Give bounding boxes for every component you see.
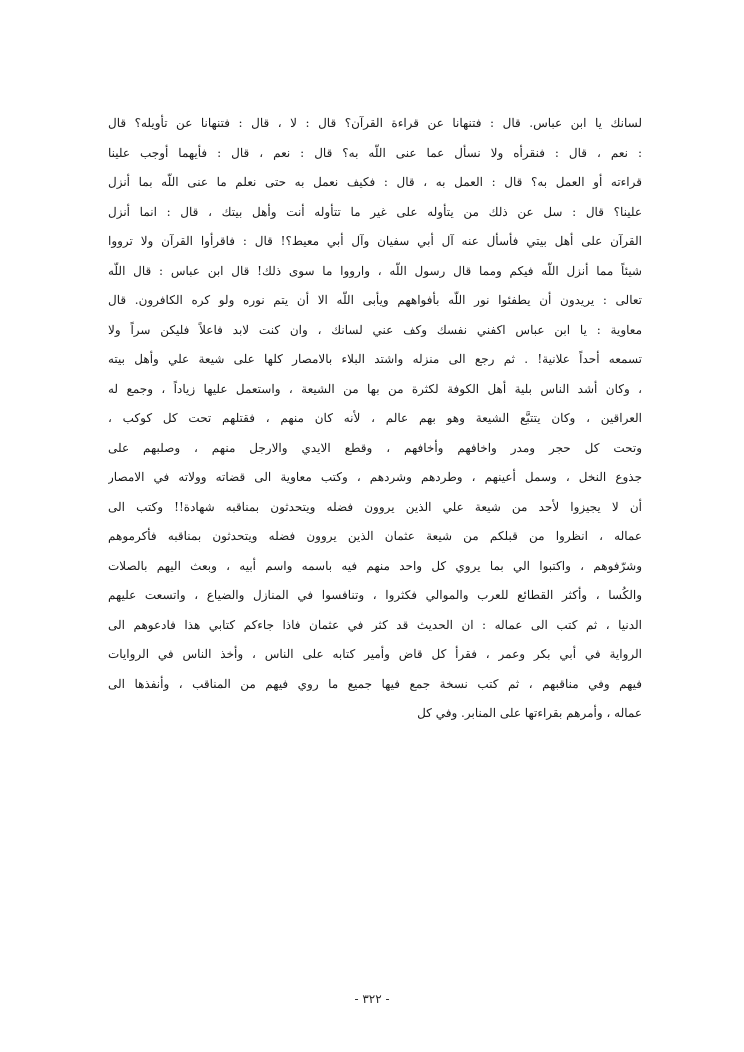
page-number: - ٣٢٢ - [354, 992, 390, 1006]
text-line: وتحت كل حجر ومدر واخافهم وأخافهم ، وقطع الايدي والارجل منهم ، وصلبهم على [108, 440, 642, 455]
text-line: أن لا يجيزوا لأحد من شيعة علي الذين يروون فضله ويتحدثون بمناقبه شهادة!! وكتب الى [108, 499, 642, 514]
text-line: عماله ، انظروا من قبلكم من شيعة عثمان الذين يروون فضله ويتحدثون بمناقبه فأكرموهم [108, 529, 642, 543]
text-line: معاوية : يا ابن عباس اكفني نفسك وكف عني لسانك ، وان كنت لابد فاعلاً فليكن سراً ولا [108, 322, 642, 337]
body-text [108, 109, 642, 729]
text-line: الدنيا ، ثم كتب الى عماله : ان الحديث قد كثر في عثمان فاذا جاءكم كتابي هذا فادعوهم الى [108, 617, 642, 632]
text-line: العراقين ، وكان يتتبَّع الشيعة وهو بهم عالم ، لأنه كان منهم ، فقتلهم تحت كل كوكب ، [108, 411, 642, 425]
text-line: جذوع النخل ، وسمل أعينهم ، وطردهم وشردهم ، وكتب معاوية الى قضاته وولاته في الامصار [108, 470, 642, 484]
text-line: تعالى : يريدون أن يطفئوا نور اللّه بأفواههم ويأبى اللّه الا أن يتم نوره ولو كره الكافرون. قال [108, 293, 642, 307]
text-line: : نعم ، قال : فنقرأه ولا نسأل عما عنى اللّه به؟ قال : نعم ، قال : فأيهما أوجب علينا [108, 145, 642, 160]
text-line: فيهم وفي مناقبهم ، ثم كتب نسخة جمع فيها جميع ما روي فيهم من المناقب ، وأنفذها الى [108, 676, 642, 691]
text-line: الرواية في أبي بكر وعمر ، فقرأ كل قاض وأمير كتابه على الناس ، وأخذ الناس في الروايات [108, 647, 642, 661]
text-line: وشرّفوهم ، واكتبوا الي بما يروي كل واحد منهم فيه باسمه واسم أبيه ، وبعث اليهم بالصلات [108, 558, 642, 573]
text-line: شيئاً مما أنزل اللّه فيكم ومما قال رسول اللّه ، وارووا ما سوى ذلك! قال ابن عباس : قال اللّه [108, 263, 642, 278]
text-line: القرآن على أهل بيتي فأسأل عنه آل أبي سفيان وآل أبي معيط؟! قال : فاقرأوا القرآن ولا ترووا [108, 234, 642, 248]
text-line: والكُسا ، وأكثر القطائع للعرب والموالي فكثروا ، وتنافسوا في المنازل والضياع ، واتسعت عليهم [108, 588, 642, 602]
text-line: قراءته أو العمل به؟ قال : العمل به ، قال : فكيف نعمل به حتى نعلم ما عنى اللّه بما أنزل [108, 175, 642, 189]
text-line: ، وكان أشد الناس بلية أهل الكوفة لكثرة من بها من الشيعة ، واستعمل عليها زياداً ، وجمع له [108, 381, 642, 396]
text-line: تسمعه أحداً علانية! . ثم رجع الى منزله واشتد البلاء بالامصار كلها على شيعة علي وأهل بيته [108, 352, 642, 366]
text-line: علينا؟ قال : سل عن ذلك من يتأوله على غير ما تتأوله أنت وأهل بيتك ، قال : انما أنزل [108, 204, 642, 219]
text-line-last: عماله ، وأمرهم بقراءتها على المنابر. وفي كل [417, 706, 642, 720]
text-line: لسانك يا ابن عباس. قال : فتنهانا عن قراءة القرآن؟ قال : لا ، قال : فتنهانا عن تأويله؟ قال [108, 116, 642, 130]
